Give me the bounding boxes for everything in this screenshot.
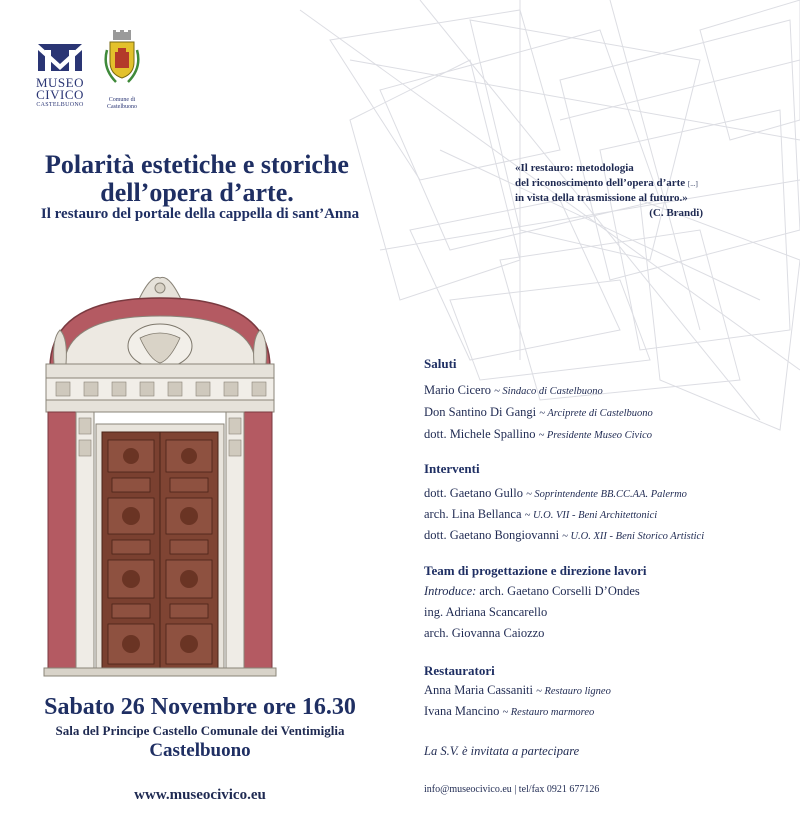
section-heading-saluti: Saluti (424, 356, 457, 371)
person-role: ~ U.O. XII - Beni Storico Artistici (562, 531, 705, 542)
quote-line-3: in vista della trasmissione al futuro.» (515, 192, 688, 204)
section-heading-restauratori: Restauratori (424, 663, 495, 678)
coat-of-arms-icon (102, 30, 142, 92)
person-name: Anna Maria Cassaniti (424, 683, 534, 697)
invitation-note: La S.V. è invitata a partecipare (424, 744, 580, 758)
person-role: ~ Sindaco di Castelbuono (494, 386, 603, 397)
page-subtitle: Il restauro del portale della cappella di sant’Anna (40, 206, 360, 222)
list-item (424, 486, 687, 501)
list-item (424, 528, 704, 543)
list-item: arch. Giovanna Caiozzo (424, 626, 545, 640)
person-name: dott. Michele Spallino (424, 427, 536, 441)
quote-line-1: «Il restauro: metodologia (515, 162, 634, 174)
intro-label: Introduce: (424, 584, 477, 598)
brandi-quote (515, 161, 775, 220)
comune-line-2: Castelbuono (107, 104, 137, 110)
event-date: Sabato 26 Novembre ore 16.30 (44, 694, 356, 720)
list-item: ing. Adriana Scancarello (424, 605, 548, 619)
person-role: ~ Soprintendente BB.CC.AA. Palermo (526, 489, 687, 500)
contact-info: info@museocivico.eu | tel/fax 0921 677126 (424, 784, 600, 795)
website-link[interactable]: www.museocivico.eu (134, 787, 266, 803)
museum-word-3: CASTELBUONO (36, 102, 84, 108)
quote-ellipsis: [...] (687, 179, 698, 188)
list-item (424, 683, 611, 698)
person-name: arch. Lina Bellanca (424, 507, 522, 521)
person-name: dott. Gaetano Bongiovanni (424, 528, 560, 542)
list-item (424, 704, 594, 719)
person-name: Mario Cicero (424, 383, 491, 397)
comune-line-1: Comune di (108, 97, 136, 103)
quote-line-2-wrap (515, 176, 775, 192)
event-city: Castelbuono (149, 740, 251, 761)
page-title-line-2: dell’opera d’arte. (100, 178, 294, 207)
person-role: ~ Restauro ligneo (536, 686, 611, 697)
quote-line-2: del riconoscimento dell’opera d’arte (515, 176, 686, 189)
comune-logo (100, 30, 144, 111)
list-item (424, 584, 640, 599)
page-title-line-1: Polarità estetiche e storiche (45, 150, 349, 179)
museo-civico-logo (30, 42, 90, 109)
section-heading-team: Team di progettazione e direzione lavori (424, 563, 647, 578)
list-item (424, 507, 657, 522)
person-name: arch. Gaetano Corselli D’Ondes (479, 584, 640, 598)
portal-illustration (40, 268, 280, 678)
person-role: ~ Arciprete di Castelbuono (539, 408, 653, 419)
list-item (424, 383, 603, 398)
person-name: Ivana Mancino (424, 704, 500, 718)
person-role: ~ U.O. VII - Beni Architettonici (524, 510, 658, 521)
list-item (424, 405, 653, 420)
person-role: ~ Presidente Museo Civico (538, 430, 653, 441)
event-venue: Sala del Principe Castello Comunale dei Ventimiglia (55, 723, 345, 738)
quote-author: (C. Brandi) (649, 206, 703, 219)
museum-word-1: MUSEO (35, 75, 84, 90)
museum-mark-icon (35, 42, 85, 72)
person-role: ~ Restauro marmoreo (502, 707, 595, 718)
section-heading-interventi: Interventi (424, 461, 480, 476)
person-name: Don Santino Di Gangi (424, 405, 537, 419)
museum-word-2: CIVICO (36, 87, 84, 102)
person-name: dott. Gaetano Gullo (424, 486, 523, 500)
list-item (424, 427, 652, 442)
